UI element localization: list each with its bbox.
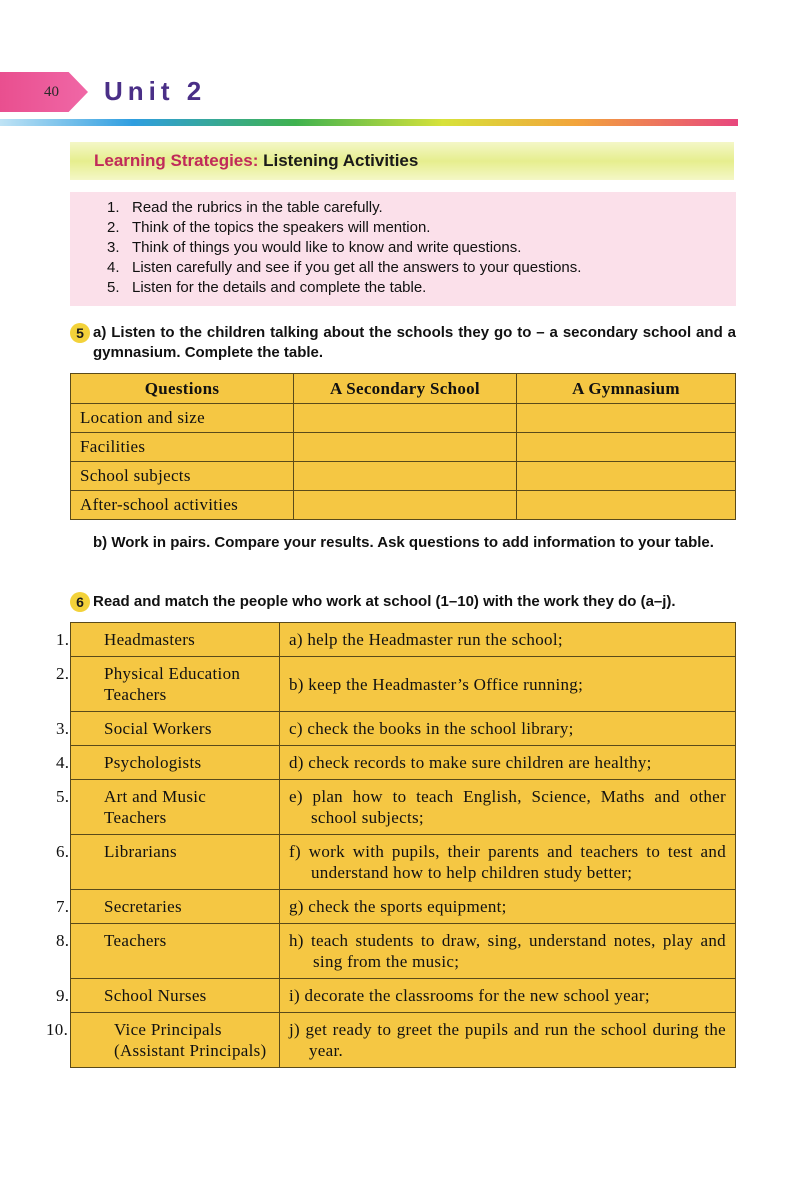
strategy-list [107, 198, 581, 298]
person-cell: 1. Headmasters [71, 623, 280, 657]
column-header: Questions [71, 374, 294, 404]
table-header-row [71, 374, 736, 404]
table-row [71, 433, 736, 462]
answer-cell[interactable] [517, 404, 736, 433]
column-header: A Secondary School [294, 374, 517, 404]
work-cell: e) plan how to teach English, Science, Maths and other school subjects; [280, 780, 736, 835]
strategy-title [94, 151, 418, 171]
person-cell: 4. Psychologists [71, 746, 280, 780]
work-cell: b) keep the Headmaster’s Office running; [280, 657, 736, 712]
strategy-item: 4. Listen carefully and see if you get all the answers to your questions. [107, 259, 582, 276]
person-cell: 5. Art and Music Teachers [71, 780, 280, 835]
answer-cell[interactable] [517, 433, 736, 462]
work-cell: d) check records to make sure children are healthy; [280, 746, 736, 780]
table-row [71, 746, 736, 780]
table-row [71, 404, 736, 433]
work-cell: f) work with pupils, their parents and teachers to test and understand how to help children study better; [280, 835, 736, 890]
table-row [71, 623, 736, 657]
person-cell: 3. Social Workers [71, 712, 280, 746]
table-row [71, 924, 736, 979]
table-row [71, 1013, 736, 1068]
table-row [71, 712, 736, 746]
strategy-item: 3. Think of things you would like to know and write questions. [107, 239, 522, 256]
strategy-title-lead: Learning Strategies: [94, 151, 259, 170]
answer-cell[interactable] [294, 404, 517, 433]
row-label: After-school activities [71, 491, 294, 520]
strategy-title-text: Listening Activities [263, 151, 419, 170]
page-number: 40 [44, 84, 59, 100]
answer-cell[interactable] [294, 491, 517, 520]
row-label: School subjects [71, 462, 294, 491]
work-cell: i) decorate the classrooms for the new school year; [280, 979, 736, 1013]
exercise-5-table [70, 373, 736, 520]
exercise-6-badge: 6 [70, 592, 90, 612]
table-row [71, 657, 736, 712]
row-label: Location and size [71, 404, 294, 433]
rainbow-divider [0, 119, 738, 126]
table-row [71, 462, 736, 491]
strategy-item: 5. Listen for the details and complete the table. [107, 279, 427, 296]
table-row [71, 491, 736, 520]
exercise-5-instruction-b: b) Work in pairs. Compare your results. Ask questions to add information to your table. [93, 534, 714, 551]
answer-cell[interactable] [517, 491, 736, 520]
strategy-item: 2. Think of the topics the speakers will mention. [107, 219, 431, 236]
answer-cell[interactable] [517, 462, 736, 491]
strategy-item: 1. Read the rubrics in the table carefully. [107, 199, 383, 216]
work-cell: h) teach students to draw, sing, understand notes, play and sing from the music; [280, 924, 736, 979]
answer-cell[interactable] [294, 462, 517, 491]
person-cell: 9. School Nurses [71, 979, 280, 1013]
work-cell: j) get ready to greet the pupils and run the school during the year. [280, 1013, 736, 1068]
work-cell: a) help the Headmaster run the school; [280, 623, 736, 657]
person-cell: 2. Physical Education Teachers [71, 657, 280, 712]
person-cell: 7. Secretaries [71, 890, 280, 924]
exercise-5-badge: 5 [70, 323, 90, 343]
answer-cell[interactable] [294, 433, 517, 462]
person-cell: 6. Librarians [71, 835, 280, 890]
work-cell: c) check the books in the school library; [280, 712, 736, 746]
person-cell: 8. Teachers [71, 924, 280, 979]
table-row [71, 890, 736, 924]
exercise-6-instruction: Read and match the people who work at school (1–10) with the work they do (a–j). [93, 593, 676, 610]
table-row [71, 979, 736, 1013]
exercise-5-instruction-a: a) Listen to the children talking about the schools they go to – a secondary school and a gymnasium. Complete the table. [93, 324, 736, 361]
table-row [71, 780, 736, 835]
exercise-6-table [46, 622, 736, 1068]
table-row [71, 835, 736, 890]
person-cell: 10. Vice Principals (Assistant Principals) [71, 1013, 280, 1068]
row-label: Facilities [71, 433, 294, 462]
unit-title: Unit 2 [104, 76, 207, 106]
work-cell: g) check the sports equipment; [280, 890, 736, 924]
column-header: A Gymnasium [517, 374, 736, 404]
